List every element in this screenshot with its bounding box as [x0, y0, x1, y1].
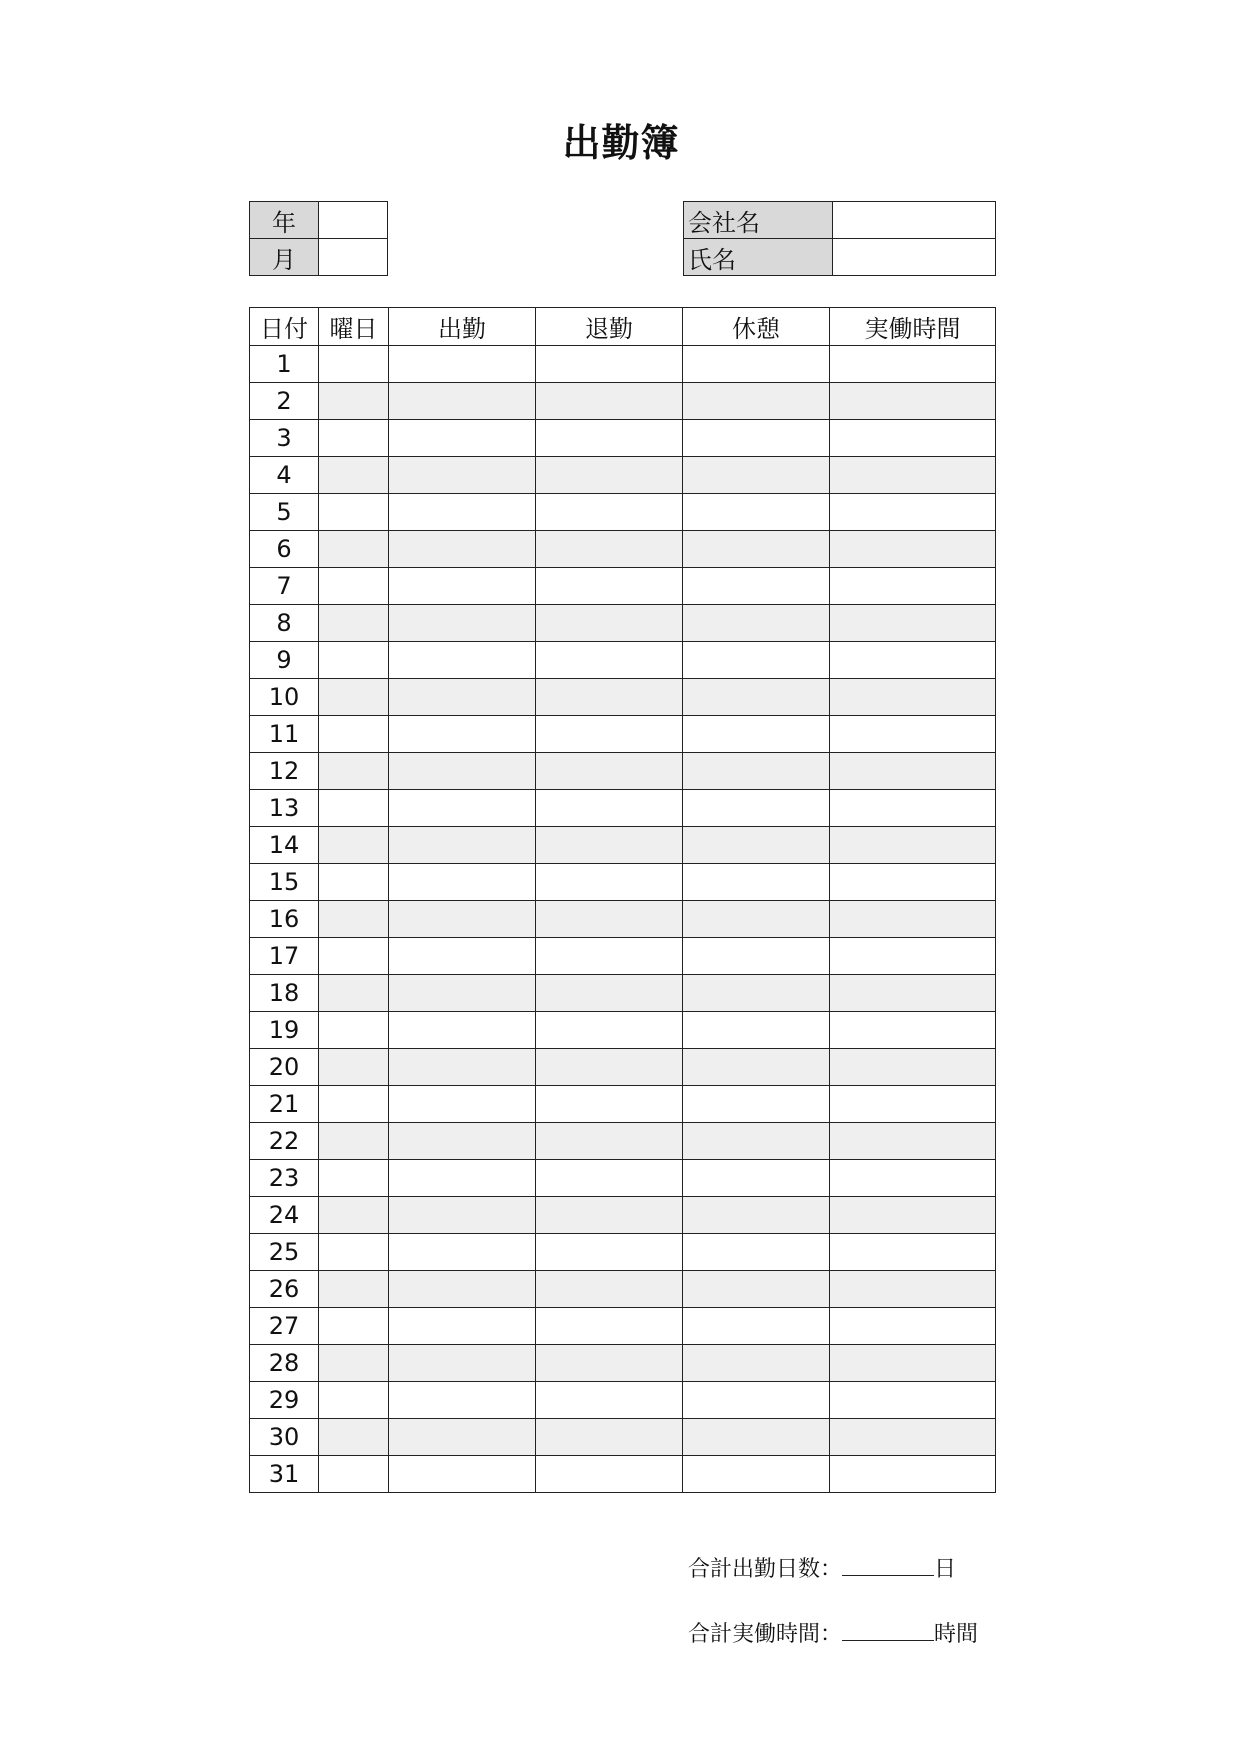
work-hours-cell[interactable]: [830, 938, 996, 975]
header-clock-in: 出勤: [389, 308, 536, 346]
header-date: 日付: [250, 308, 319, 346]
company-name-table: [683, 201, 996, 276]
clock-out-cell[interactable]: [536, 568, 683, 605]
table-row: [250, 1234, 996, 1271]
weekday-cell[interactable]: [319, 642, 389, 679]
date-cell: 31: [250, 1456, 319, 1493]
table-row: [250, 1382, 996, 1419]
work-hours-cell[interactable]: [830, 346, 996, 383]
clock-out-cell[interactable]: [536, 1160, 683, 1197]
date-cell: 4: [250, 457, 319, 494]
clock-out-cell[interactable]: [536, 679, 683, 716]
clock-in-cell[interactable]: [389, 1049, 536, 1086]
weekday-cell[interactable]: [319, 1012, 389, 1049]
month-label: 月: [250, 239, 319, 276]
weekday-cell[interactable]: [319, 1382, 389, 1419]
break-cell[interactable]: [683, 642, 830, 679]
header-work-hours: 実働時間: [830, 308, 996, 346]
total-hours-label: 合計実働時間：: [688, 1622, 843, 1647]
clock-out-cell[interactable]: [536, 1234, 683, 1271]
header-row: [250, 308, 996, 346]
clock-in-cell[interactable]: [389, 716, 536, 753]
weekday-cell[interactable]: [319, 605, 389, 642]
weekday-cell[interactable]: [319, 346, 389, 383]
break-cell[interactable]: [683, 716, 830, 753]
date-cell: 27: [250, 1308, 319, 1345]
weekday-cell[interactable]: [319, 1234, 389, 1271]
date-cell: 28: [250, 1345, 319, 1382]
weekday-cell[interactable]: [319, 1419, 389, 1456]
date-cell: 15: [250, 864, 319, 901]
clock-out-cell[interactable]: [536, 420, 683, 457]
year-field[interactable]: [319, 202, 388, 239]
break-cell[interactable]: [683, 1271, 830, 1308]
work-hours-cell[interactable]: [830, 605, 996, 642]
date-cell: 23: [250, 1160, 319, 1197]
break-cell[interactable]: [683, 1197, 830, 1234]
company-row: [684, 202, 996, 239]
year-row: [250, 202, 388, 239]
break-cell[interactable]: [683, 457, 830, 494]
table-row: [250, 1308, 996, 1345]
clock-in-cell[interactable]: [389, 420, 536, 457]
work-hours-cell[interactable]: [830, 1197, 996, 1234]
clock-out-cell[interactable]: [536, 901, 683, 938]
break-cell[interactable]: [683, 383, 830, 420]
table-row: [250, 1123, 996, 1160]
clock-in-cell[interactable]: [389, 790, 536, 827]
work-hours-cell[interactable]: [830, 383, 996, 420]
break-cell[interactable]: [683, 1123, 830, 1160]
name-row: [684, 239, 996, 276]
clock-in-cell[interactable]: [389, 383, 536, 420]
name-label: 氏名: [684, 239, 833, 276]
weekday-cell[interactable]: [319, 1160, 389, 1197]
break-cell[interactable]: [683, 790, 830, 827]
date-cell: 12: [250, 753, 319, 790]
table-row: [250, 938, 996, 975]
clock-out-cell[interactable]: [536, 457, 683, 494]
work-hours-cell[interactable]: [830, 1308, 996, 1345]
break-cell[interactable]: [683, 679, 830, 716]
break-cell[interactable]: [683, 753, 830, 790]
date-cell: 3: [250, 420, 319, 457]
year-month-table: [249, 201, 388, 276]
clock-out-cell[interactable]: [536, 1012, 683, 1049]
work-hours-cell[interactable]: [830, 1160, 996, 1197]
month-field[interactable]: [319, 239, 388, 276]
work-hours-cell[interactable]: [830, 1271, 996, 1308]
break-cell[interactable]: [683, 531, 830, 568]
weekday-cell[interactable]: [319, 901, 389, 938]
weekday-cell[interactable]: [319, 1086, 389, 1123]
break-cell[interactable]: [683, 938, 830, 975]
table-row: [250, 346, 996, 383]
total-days-unit: 日: [934, 1557, 957, 1582]
clock-out-cell[interactable]: [536, 1345, 683, 1382]
date-cell: 21: [250, 1086, 319, 1123]
table-row: [250, 1012, 996, 1049]
break-cell[interactable]: [683, 420, 830, 457]
clock-out-cell[interactable]: [536, 716, 683, 753]
clock-in-cell[interactable]: [389, 605, 536, 642]
break-cell[interactable]: [683, 1345, 830, 1382]
company-label: 会社名: [684, 202, 833, 239]
clock-in-cell[interactable]: [389, 1419, 536, 1456]
work-hours-cell[interactable]: [830, 1382, 996, 1419]
clock-in-cell[interactable]: [389, 975, 536, 1012]
clock-out-cell[interactable]: [536, 1382, 683, 1419]
break-cell[interactable]: [683, 346, 830, 383]
clock-in-cell[interactable]: [389, 568, 536, 605]
page-title: 出勤簿: [562, 121, 680, 165]
weekday-cell[interactable]: [319, 679, 389, 716]
date-cell: 24: [250, 1197, 319, 1234]
date-cell: 19: [250, 1012, 319, 1049]
clock-out-cell[interactable]: [536, 1271, 683, 1308]
work-hours-cell[interactable]: [830, 901, 996, 938]
date-cell: 26: [250, 1271, 319, 1308]
table-row: [250, 790, 996, 827]
clock-out-cell[interactable]: [536, 753, 683, 790]
table-row: [250, 827, 996, 864]
clock-out-cell[interactable]: [536, 1197, 683, 1234]
header-weekday: 曜日: [319, 308, 389, 346]
date-cell: 16: [250, 901, 319, 938]
table-row: [250, 1160, 996, 1197]
date-cell: 17: [250, 938, 319, 975]
clock-in-cell[interactable]: [389, 753, 536, 790]
table-row: [250, 568, 996, 605]
break-cell[interactable]: [683, 1012, 830, 1049]
total-hours-blank[interactable]: [842, 1620, 934, 1641]
clock-out-cell[interactable]: [536, 1308, 683, 1345]
clock-in-cell[interactable]: [389, 901, 536, 938]
total-hours-unit: 時間: [934, 1622, 979, 1647]
work-hours-cell[interactable]: [830, 1012, 996, 1049]
date-cell: 22: [250, 1123, 319, 1160]
clock-out-cell[interactable]: [536, 1419, 683, 1456]
work-hours-cell[interactable]: [830, 1049, 996, 1086]
break-cell[interactable]: [683, 605, 830, 642]
table-row: [250, 1345, 996, 1382]
break-cell[interactable]: [683, 975, 830, 1012]
work-hours-cell[interactable]: [830, 420, 996, 457]
weekday-cell[interactable]: [319, 1456, 389, 1493]
clock-in-cell[interactable]: [389, 1308, 536, 1345]
date-cell: 13: [250, 790, 319, 827]
work-hours-cell[interactable]: [830, 1086, 996, 1123]
weekday-cell[interactable]: [319, 790, 389, 827]
date-cell: 30: [250, 1419, 319, 1456]
weekday-cell[interactable]: [319, 975, 389, 1012]
clock-in-cell[interactable]: [389, 938, 536, 975]
clock-out-cell[interactable]: [536, 975, 683, 1012]
header-break: 休憩: [683, 308, 830, 346]
weekday-cell[interactable]: [319, 494, 389, 531]
break-cell[interactable]: [683, 1049, 830, 1086]
work-hours-cell[interactable]: [830, 642, 996, 679]
table-row: [250, 1049, 996, 1086]
table-row: [250, 531, 996, 568]
work-hours-cell[interactable]: [830, 1345, 996, 1382]
month-row: [250, 239, 388, 276]
work-hours-cell[interactable]: [830, 827, 996, 864]
work-hours-cell[interactable]: [830, 679, 996, 716]
clock-out-cell[interactable]: [536, 605, 683, 642]
total-days-label: 合計出勤日数：: [688, 1557, 843, 1582]
date-cell: 1: [250, 346, 319, 383]
date-cell: 11: [250, 716, 319, 753]
break-cell[interactable]: [683, 1419, 830, 1456]
work-hours-cell[interactable]: [830, 975, 996, 1012]
weekday-cell[interactable]: [319, 1271, 389, 1308]
table-row: [250, 716, 996, 753]
weekday-cell[interactable]: [319, 531, 389, 568]
break-cell[interactable]: [683, 1456, 830, 1493]
work-hours-cell[interactable]: [830, 1419, 996, 1456]
table-row: [250, 1086, 996, 1123]
clock-out-cell[interactable]: [536, 383, 683, 420]
work-hours-cell[interactable]: [830, 531, 996, 568]
clock-in-cell[interactable]: [389, 494, 536, 531]
clock-in-cell[interactable]: [389, 1012, 536, 1049]
clock-out-cell[interactable]: [536, 827, 683, 864]
date-cell: 7: [250, 568, 319, 605]
break-cell[interactable]: [683, 1382, 830, 1419]
weekday-cell[interactable]: [319, 420, 389, 457]
clock-in-cell[interactable]: [389, 531, 536, 568]
year-label: 年: [250, 202, 319, 239]
weekday-cell[interactable]: [319, 1123, 389, 1160]
clock-out-cell[interactable]: [536, 531, 683, 568]
clock-out-cell[interactable]: [536, 494, 683, 531]
weekday-cell[interactable]: [319, 1197, 389, 1234]
total-days-blank[interactable]: [842, 1555, 934, 1576]
clock-out-cell[interactable]: [536, 938, 683, 975]
date-cell: 5: [250, 494, 319, 531]
table-row: [250, 679, 996, 716]
clock-in-cell[interactable]: [389, 1123, 536, 1160]
clock-in-cell[interactable]: [389, 1086, 536, 1123]
break-cell[interactable]: [683, 901, 830, 938]
table-row: [250, 1419, 996, 1456]
work-hours-cell[interactable]: [830, 494, 996, 531]
clock-in-cell[interactable]: [389, 457, 536, 494]
weekday-cell[interactable]: [319, 383, 389, 420]
work-hours-cell[interactable]: [830, 1123, 996, 1160]
table-row: [250, 864, 996, 901]
work-hours-cell[interactable]: [830, 790, 996, 827]
clock-in-cell[interactable]: [389, 1160, 536, 1197]
clock-in-cell[interactable]: [389, 827, 536, 864]
clock-out-cell[interactable]: [536, 642, 683, 679]
date-cell: 20: [250, 1049, 319, 1086]
clock-in-cell[interactable]: [389, 642, 536, 679]
company-field[interactable]: [833, 202, 996, 239]
date-cell: 2: [250, 383, 319, 420]
work-hours-cell[interactable]: [830, 1234, 996, 1271]
total-hours-summary: [688, 1617, 978, 1648]
table-row: [250, 1197, 996, 1234]
clock-out-cell[interactable]: [536, 1049, 683, 1086]
name-field[interactable]: [833, 239, 996, 276]
break-cell[interactable]: [683, 1308, 830, 1345]
attendance-table: [249, 307, 996, 1493]
break-cell[interactable]: [683, 1086, 830, 1123]
weekday-cell[interactable]: [319, 753, 389, 790]
date-cell: 8: [250, 605, 319, 642]
table-row: [250, 494, 996, 531]
table-row: [250, 975, 996, 1012]
date-cell: 29: [250, 1382, 319, 1419]
work-hours-cell[interactable]: [830, 1456, 996, 1493]
weekday-cell[interactable]: [319, 938, 389, 975]
work-hours-cell[interactable]: [830, 753, 996, 790]
table-row: [250, 457, 996, 494]
weekday-cell[interactable]: [319, 827, 389, 864]
work-hours-cell[interactable]: [830, 716, 996, 753]
clock-out-cell[interactable]: [536, 1086, 683, 1123]
weekday-cell[interactable]: [319, 568, 389, 605]
weekday-cell[interactable]: [319, 864, 389, 901]
break-cell[interactable]: [683, 1234, 830, 1271]
clock-in-cell[interactable]: [389, 1234, 536, 1271]
table-row: [250, 753, 996, 790]
weekday-cell[interactable]: [319, 1049, 389, 1086]
clock-in-cell[interactable]: [389, 1197, 536, 1234]
work-hours-cell[interactable]: [830, 864, 996, 901]
clock-in-cell[interactable]: [389, 346, 536, 383]
clock-in-cell[interactable]: [389, 1271, 536, 1308]
clock-in-cell[interactable]: [389, 679, 536, 716]
total-days-summary: [688, 1552, 956, 1583]
break-cell[interactable]: [683, 568, 830, 605]
clock-out-cell[interactable]: [536, 346, 683, 383]
date-cell: 18: [250, 975, 319, 1012]
date-cell: 6: [250, 531, 319, 568]
weekday-cell[interactable]: [319, 1308, 389, 1345]
work-hours-cell[interactable]: [830, 457, 996, 494]
weekday-cell[interactable]: [319, 716, 389, 753]
break-cell[interactable]: [683, 494, 830, 531]
table-row: [250, 901, 996, 938]
break-cell[interactable]: [683, 864, 830, 901]
table-row: [250, 605, 996, 642]
break-cell[interactable]: [683, 1160, 830, 1197]
date-cell: 10: [250, 679, 319, 716]
clock-out-cell[interactable]: [536, 1123, 683, 1160]
date-cell: 9: [250, 642, 319, 679]
break-cell[interactable]: [683, 827, 830, 864]
clock-in-cell[interactable]: [389, 1456, 536, 1493]
clock-in-cell[interactable]: [389, 864, 536, 901]
table-row: [250, 420, 996, 457]
weekday-cell[interactable]: [319, 1345, 389, 1382]
clock-out-cell[interactable]: [536, 864, 683, 901]
clock-out-cell[interactable]: [536, 1456, 683, 1493]
weekday-cell[interactable]: [319, 457, 389, 494]
date-cell: 25: [250, 1234, 319, 1271]
work-hours-cell[interactable]: [830, 568, 996, 605]
table-row: [250, 642, 996, 679]
date-cell: 14: [250, 827, 319, 864]
table-row: [250, 1456, 996, 1493]
table-body: [250, 346, 996, 1493]
table-row: [250, 383, 996, 420]
header-clock-out: 退勤: [536, 308, 683, 346]
clock-in-cell[interactable]: [389, 1345, 536, 1382]
clock-out-cell[interactable]: [536, 790, 683, 827]
table-row: [250, 1271, 996, 1308]
clock-in-cell[interactable]: [389, 1382, 536, 1419]
